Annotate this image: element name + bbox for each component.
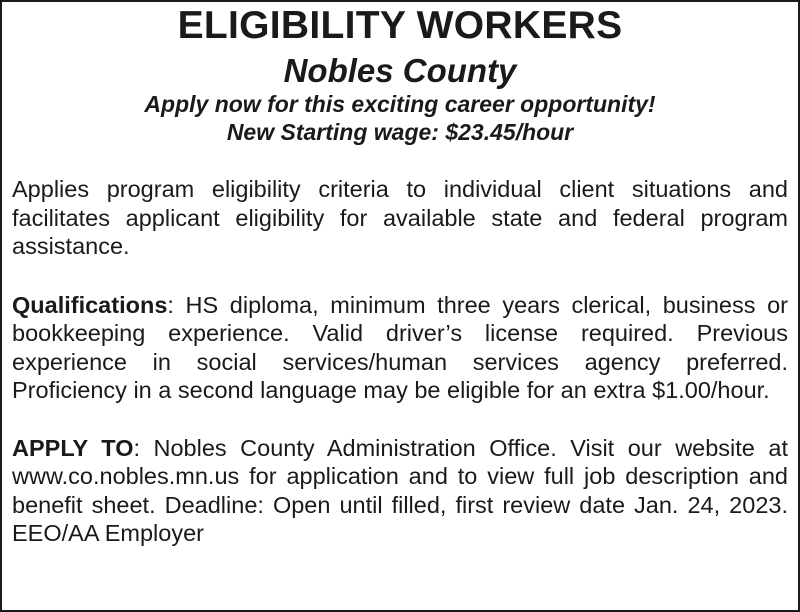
qualifications-text: : HS diploma, minimum three years clerical, business or bookkeeping experience. Valid driver’s license required. Previous experience in social services/human services agency preferred. Proficiency in a second language may be eligible for an extra $1.00/hour. [12,291,788,403]
apply-paragraph [12,434,788,548]
qualifications-paragraph [12,291,788,405]
ad-title: ELIGIBILITY WORKERS [177,4,623,47]
ad-header [12,6,788,146]
county-name: Nobles County [283,52,517,89]
tagline: Apply now for this exciting career opportunity! [144,91,656,117]
apply-label: APPLY TO [12,434,134,461]
qualifications-label: Qualifications [12,291,168,318]
job-description: Applies program eligibility criteria to individual client situations and facilitates applicant eligibility for available state and federal program assistance. [12,176,788,259]
starting-wage: New Starting wage: $23.45/hour [226,119,574,145]
apply-text: : Nobles County Administration Office. Visit our website at www.co.nobles.mn.us for application and to view full job description and benefit sheet. Deadline: Open until filled, first review date Jan. 24, 2023. EEO/AA Employer [12,434,788,546]
